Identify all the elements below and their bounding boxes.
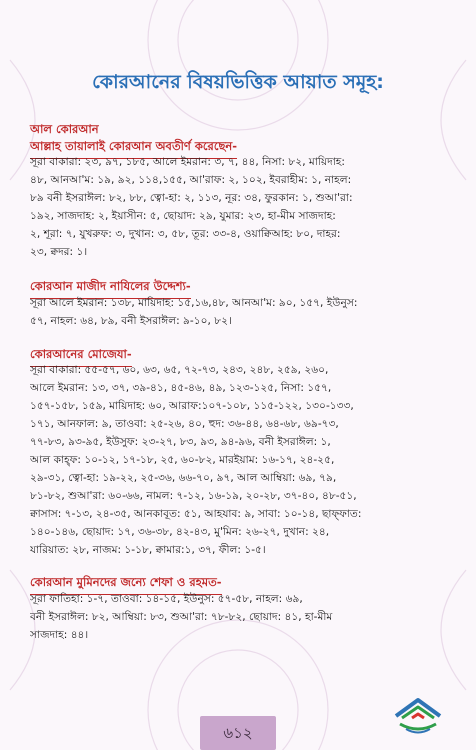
text-line: ১৫৭-১৫৮, ১৫৯, মায়িদাহ: ৬০, আরাফ:১০৭-১০৮, ১১৫-১২২, ১৩০-১৩৩, xyxy=(30,400,354,412)
text-line: সূরা বাকারা: ৫৫-৫৭, ৬০, ৬৩, ৬৫, ৭২-৭৩, ২৪৩, ২৪৮, ২৫৯, ২৬০, xyxy=(30,364,329,376)
block-body-miracles xyxy=(30,361,450,559)
text-line: ১৪০-১৪৬, ছোয়াদ: ১৭, ৩৬-৩৮, ৪২-৪৩, মু'মিন: ২৬-২৭, দুখান: ২৪, xyxy=(30,526,330,538)
text-line: ৪৮, আনআ'ম: ১৯, ৯২, ১১৪,১৫৫, আ'রাফ: ২, ১০২, ইবরাহীম: ১, নাহল: xyxy=(30,174,352,186)
text-line: সূরা বাকারা: ২৩, ৯৭, ১৮৫, আলে ইমরান: ৩, ৭, ৪৪, নিসা: ৮২, মায়িদাহ: xyxy=(30,156,345,168)
block-heading-revelation: আল্লাহ তায়ালাই কোরআন অবতীর্ণ করেছেন- xyxy=(30,138,237,159)
text-line: ২৩, ক্বদর: ১। xyxy=(30,246,88,258)
block-body-healing xyxy=(30,590,450,644)
block-body-purpose xyxy=(30,294,450,330)
text-line: আল কাহ্ফ: ১০-১২, ১৭-১৮, ২৫, ৬০-৮২, মারইয়াম: ১৬-১৭, ২৪-২৫, xyxy=(30,454,335,466)
publisher-logo-icon xyxy=(390,694,446,736)
text-line: বনী ইসরাঈল: ৮২, আম্বিয়া: ৮৩, শুআ'রা: ৭৮-৮২, ছোয়াদ: ৪১, হা-মীম xyxy=(30,611,333,623)
text-line: সূরা ফাতিহা: ১-৭, তাওবা: ১৪-১৫, ইউনুস: ৫৭-৫৮, নাহল: ৬৯, xyxy=(30,593,303,605)
text-line: সাজদাহ: ৪৪। xyxy=(30,629,89,641)
text-line: আলে ইমরান: ১৩, ৩৭, ৩৯-৪১, ৪৫-৪৬, ৪৯, ১২৩-১২৫, নিসা: ১৫৭, xyxy=(30,382,332,394)
text-line: ৭৭-৮৩, ৯৩-৯৫, ইউসুফ: ২৩-২৭, ৮৩, ৯৩, ৯৪-৯৬, বনী ইসরাঈল: ১, xyxy=(30,436,331,448)
block-body-revelation xyxy=(30,153,450,261)
text-line: যারিয়াত: ২৮, নাজম: ১-১৮, ক্বামার:১, ৩৭, ফীল: ১-৫। xyxy=(30,544,266,556)
text-line: ১৯২, সাজদাহ: ২, ইয়াসীন: ৫, ছোয়াদ: ২৯, যুমার: ২৩, হা-মীম সাজদাহ: xyxy=(30,210,336,222)
text-line: ২, শূরা: ৭, যুখরুফ: ৩, দুখান: ৩, ৫৮, তূর: ৩৩-৪, ওয়াক্বিআহ: ৮০, দাহর: xyxy=(30,228,341,240)
page-number: ৬১২ xyxy=(223,724,253,742)
block-heading-purpose: কোরআন মাজীদ নাযিলের উদ্দেশ্য- xyxy=(30,278,191,299)
text-line: ৮১-৮২, শুআ'রা: ৬০-৬৬, নামল: ৭-১২, ১৬-১৯, ২০-২৮, ৩৭-৪০, ৪৮-৫১, xyxy=(30,490,357,502)
text-line: ১৭১, আনফাল: ৯, তাওবা: ২৫-২৬, ৪০, হুদ: ৩৬-৪৪, ৬৪-৬৮, ৬৯-৭৩, xyxy=(30,418,339,430)
text-line: ক্বাসাস: ৭-১৩, ২৪-৩৫, আনকাবূত: ৫১, আহযাব: ৯, সাবা: ১০-১৪, ছাফ্ফাত: xyxy=(30,508,362,520)
text-line: সূরা আলে ইমরান: ১৩৮, মায়িদাহ: ১৫,১৬,৪৮, আনআ'ম: ৯০, ১৫৭, ইউনুস: xyxy=(30,297,358,309)
text-line: ৮৯ বনী ইসরাঈল: ৮২, ৮৮, ত্বো-হা: ২, ১১৩, নূর: ৩৪, ফুরকান: ১, শুআ'রা: xyxy=(30,192,353,204)
section-heading: আল কোরআন xyxy=(30,122,99,136)
page-title: কোরআনের বিষয়ভিত্তিক আয়াত সমূহ: xyxy=(92,71,384,93)
text-line: ২৯-৩১, ত্বো-হা: ১৯-২২, ২৫-৩৬, ৬৬-৭০, ৯৭, আল আম্বিয়া: ৬৯, ৭৯, xyxy=(30,472,337,484)
block-heading-miracles: কোরআনের মোজেযা- xyxy=(30,346,132,367)
block-heading-healing: কোরআন মুমিনদের জন্যে শেফা ও রহমত- xyxy=(30,574,222,595)
text-line: ৫৭, নাহল: ৬৪, ৮৯, বনী ইসরাঈল: ৯-১০, ৮২। xyxy=(30,315,232,327)
